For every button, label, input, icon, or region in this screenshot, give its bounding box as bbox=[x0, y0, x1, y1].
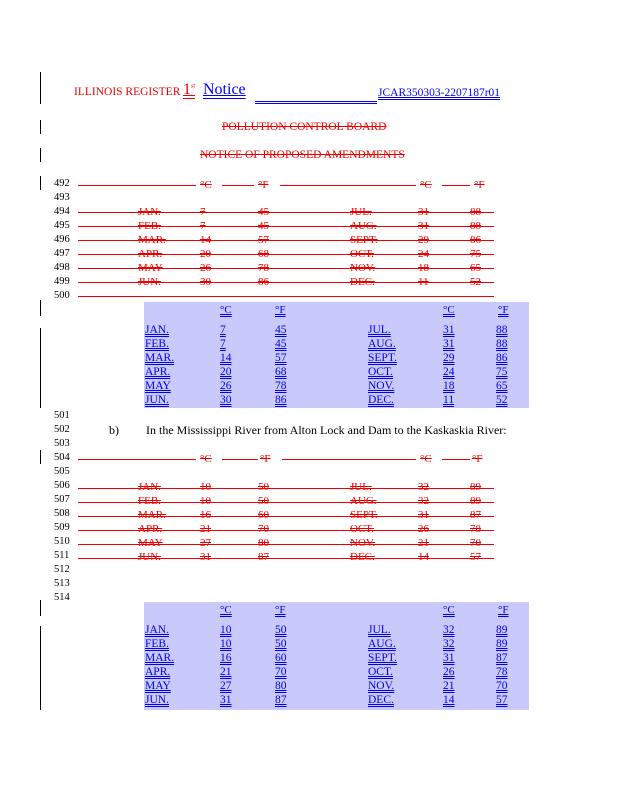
value-cell-deleted: 86 bbox=[258, 276, 269, 288]
value-cell-deleted: 7 bbox=[200, 220, 206, 232]
value-cell: 27 bbox=[220, 680, 232, 692]
value-cell-deleted: 88 bbox=[470, 220, 481, 232]
month-cell-deleted: MAY bbox=[138, 537, 163, 549]
value-cell-deleted: 21 bbox=[200, 523, 211, 535]
value-cell: 80 bbox=[275, 680, 287, 692]
line-number: 513 bbox=[54, 578, 70, 589]
unit-f: °F bbox=[498, 604, 509, 616]
unit-c: °C bbox=[220, 304, 232, 316]
unit-c-old: °C bbox=[420, 453, 432, 465]
month-cell: NOV. bbox=[368, 380, 395, 392]
month-cell: MAR. bbox=[145, 652, 175, 664]
change-bar bbox=[40, 72, 41, 104]
month-cell: JUN. bbox=[145, 394, 169, 406]
month-cell-deleted: JAN. bbox=[138, 481, 161, 493]
month-cell-deleted: OCT. bbox=[350, 523, 374, 535]
line-number: 512 bbox=[54, 564, 70, 575]
notice-heading: Notice bbox=[203, 81, 246, 98]
value-cell-deleted: 78 bbox=[470, 523, 481, 535]
line-number: 507 bbox=[54, 494, 70, 505]
line-number: 510 bbox=[54, 536, 70, 547]
month-cell: FEB. bbox=[145, 338, 169, 350]
value-cell-deleted: 87 bbox=[258, 551, 269, 563]
month-cell: SEPT. bbox=[368, 652, 397, 664]
value-cell-deleted: 26 bbox=[418, 523, 429, 535]
value-cell: 26 bbox=[220, 380, 232, 392]
value-cell: 11 bbox=[443, 394, 455, 406]
value-cell: 26 bbox=[443, 666, 455, 678]
value-cell: 88 bbox=[496, 338, 508, 350]
value-cell-deleted: 31 bbox=[200, 551, 211, 563]
line-number: 497 bbox=[54, 248, 70, 259]
value-cell: 14 bbox=[443, 694, 455, 706]
page-number bbox=[183, 81, 195, 99]
month-cell: JAN. bbox=[145, 324, 169, 336]
month-cell: JUN. bbox=[145, 694, 169, 706]
month-cell-deleted: JAN. bbox=[138, 206, 161, 218]
value-cell-deleted: 14 bbox=[418, 551, 429, 563]
register-label: ILLINOIS REGISTER bbox=[74, 86, 181, 98]
value-cell-deleted: 32 bbox=[418, 481, 429, 493]
month-cell: JAN. bbox=[145, 624, 169, 636]
month-cell-deleted: MAR. bbox=[138, 234, 166, 246]
value-cell-deleted: 29 bbox=[418, 234, 429, 246]
value-cell: 87 bbox=[275, 694, 287, 706]
month-cell-deleted: SEPT. bbox=[350, 234, 378, 246]
page-number-sup: st bbox=[191, 83, 196, 90]
line-number: 504 bbox=[54, 452, 70, 463]
section-b-label: b) bbox=[109, 423, 119, 437]
month-cell-deleted: DEC. bbox=[350, 551, 375, 563]
value-cell-deleted: 16 bbox=[200, 509, 211, 521]
month-cell-deleted: JUN. bbox=[138, 551, 161, 563]
value-cell-deleted: 10 bbox=[200, 495, 211, 507]
value-cell-deleted: 10 bbox=[200, 481, 211, 493]
value-cell: 30 bbox=[220, 394, 232, 406]
table2-inserted bbox=[144, 602, 529, 710]
value-cell: 50 bbox=[275, 624, 287, 636]
value-cell-deleted: 57 bbox=[258, 234, 269, 246]
unit-f: °F bbox=[275, 304, 286, 316]
month-cell-deleted: FEB. bbox=[138, 495, 161, 507]
change-bar bbox=[40, 626, 41, 710]
value-cell: 29 bbox=[443, 352, 455, 364]
line-number: 493 bbox=[54, 192, 70, 203]
value-cell: 14 bbox=[220, 352, 232, 364]
value-cell-deleted: 30 bbox=[200, 276, 211, 288]
value-cell: 57 bbox=[496, 694, 508, 706]
value-cell: 31 bbox=[443, 324, 455, 336]
unit-c-old: °C bbox=[200, 453, 212, 465]
value-cell-deleted: 52 bbox=[470, 276, 481, 288]
month-cell-deleted: APR. bbox=[138, 248, 163, 260]
change-bar bbox=[40, 120, 41, 134]
section-b-text: In the Mississippi River from Alton Lock and Dam to the Kaskaskia River: bbox=[146, 423, 507, 437]
line-number: 508 bbox=[54, 508, 70, 519]
value-cell: 21 bbox=[443, 680, 455, 692]
value-cell-deleted: 60 bbox=[258, 509, 269, 521]
month-cell: AUG. bbox=[368, 638, 396, 650]
change-bar bbox=[40, 328, 41, 408]
line-number: 492 bbox=[54, 178, 70, 189]
unit-c: °C bbox=[443, 304, 455, 316]
month-cell-deleted: FEB. bbox=[138, 220, 161, 232]
value-cell: 20 bbox=[220, 366, 232, 378]
line-number: 509 bbox=[54, 522, 70, 533]
value-cell: 31 bbox=[443, 338, 455, 350]
unit-c-old: °C bbox=[200, 179, 212, 191]
change-bar bbox=[40, 300, 41, 316]
value-cell: 21 bbox=[220, 666, 232, 678]
value-cell-deleted: 68 bbox=[258, 248, 269, 260]
value-cell-deleted: 7 bbox=[200, 206, 206, 218]
value-cell: 32 bbox=[443, 624, 455, 636]
change-bar bbox=[40, 600, 41, 616]
unit-f-old: °F bbox=[474, 179, 485, 191]
line-number: 494 bbox=[54, 206, 70, 217]
value-cell: 16 bbox=[220, 652, 232, 664]
unit-c-old: °C bbox=[420, 179, 432, 191]
line-number: 505 bbox=[54, 466, 70, 477]
value-cell: 45 bbox=[275, 324, 287, 336]
value-cell: 89 bbox=[496, 638, 508, 650]
month-cell: MAY bbox=[145, 380, 171, 392]
unit-f: °F bbox=[275, 604, 286, 616]
unit-f-old: °F bbox=[260, 453, 271, 465]
jcar-code: JCAR350303-2207187r01 bbox=[378, 87, 501, 99]
value-cell: 18 bbox=[443, 380, 455, 392]
value-cell: 87 bbox=[496, 652, 508, 664]
value-cell-deleted: 14 bbox=[200, 234, 211, 246]
value-cell: 68 bbox=[275, 366, 287, 378]
unit-c: °C bbox=[443, 604, 455, 616]
value-cell: 52 bbox=[496, 394, 508, 406]
value-cell-deleted: 80 bbox=[258, 537, 269, 549]
value-cell: 88 bbox=[496, 324, 508, 336]
change-bar bbox=[40, 450, 41, 464]
value-cell: 89 bbox=[496, 624, 508, 636]
value-cell-deleted: 65 bbox=[470, 262, 481, 274]
month-cell-deleted: NOV. bbox=[350, 537, 376, 549]
value-cell-deleted: 89 bbox=[470, 495, 481, 507]
month-cell: JUL. bbox=[368, 324, 391, 336]
line-number: 514 bbox=[54, 592, 70, 603]
month-cell: NOV. bbox=[368, 680, 395, 692]
value-cell: 86 bbox=[275, 394, 287, 406]
month-cell: OCT. bbox=[368, 666, 394, 678]
month-cell: APR. bbox=[145, 666, 171, 678]
value-cell: 86 bbox=[496, 352, 508, 364]
line-number: 502 bbox=[54, 424, 70, 435]
value-cell: 45 bbox=[275, 338, 287, 350]
value-cell: 24 bbox=[443, 366, 455, 378]
value-cell: 57 bbox=[275, 352, 287, 364]
value-cell: 10 bbox=[220, 624, 232, 636]
month-cell: MAR. bbox=[145, 352, 175, 364]
value-cell-deleted: 11 bbox=[418, 276, 429, 288]
unit-c: °C bbox=[220, 604, 232, 616]
month-cell-deleted: DEC. bbox=[350, 276, 375, 288]
line-number: 499 bbox=[54, 276, 70, 287]
value-cell-deleted: 89 bbox=[470, 481, 481, 493]
value-cell-deleted: 88 bbox=[470, 206, 481, 218]
month-cell-deleted: MAY bbox=[138, 262, 163, 274]
page-number-digit: 1 bbox=[183, 81, 191, 98]
month-cell: OCT. bbox=[368, 366, 394, 378]
value-cell-deleted: 45 bbox=[258, 206, 269, 218]
value-cell: 31 bbox=[443, 652, 455, 664]
month-cell: FEB. bbox=[145, 638, 169, 650]
month-cell: DEC. bbox=[368, 394, 394, 406]
month-cell: MAY bbox=[145, 680, 171, 692]
value-cell-deleted: 86 bbox=[470, 234, 481, 246]
month-cell: JUL. bbox=[368, 624, 391, 636]
month-cell-deleted: JUL. bbox=[350, 481, 372, 493]
value-cell: 32 bbox=[443, 638, 455, 650]
value-cell-deleted: 57 bbox=[470, 551, 481, 563]
value-cell-deleted: 50 bbox=[258, 495, 269, 507]
change-bar bbox=[40, 176, 41, 190]
value-cell-deleted: 21 bbox=[418, 537, 429, 549]
line-number: 500 bbox=[54, 290, 70, 301]
value-cell: 7 bbox=[220, 338, 226, 350]
value-cell: 70 bbox=[275, 666, 287, 678]
unit-f-old: °F bbox=[258, 179, 269, 191]
value-cell: 70 bbox=[496, 680, 508, 692]
value-cell: 75 bbox=[496, 366, 508, 378]
value-cell: 10 bbox=[220, 638, 232, 650]
value-cell-deleted: 20 bbox=[200, 248, 211, 260]
value-cell: 31 bbox=[220, 694, 232, 706]
line-number: 495 bbox=[54, 220, 70, 231]
table1-inserted bbox=[144, 302, 529, 408]
month-cell-deleted: JUN. bbox=[138, 276, 161, 288]
value-cell-deleted: 31 bbox=[418, 206, 429, 218]
notice-title: NOTICE OF PROPOSED AMENDMENTS bbox=[200, 149, 405, 161]
line-number: 496 bbox=[54, 234, 70, 245]
value-cell-deleted: 26 bbox=[200, 262, 211, 274]
month-cell-deleted: AUG. bbox=[350, 220, 377, 232]
line-number: 498 bbox=[54, 262, 70, 273]
month-cell: DEC. bbox=[368, 694, 394, 706]
month-cell: SEPT. bbox=[368, 352, 397, 364]
value-cell-deleted: 70 bbox=[470, 537, 481, 549]
value-cell-deleted: 31 bbox=[418, 509, 429, 521]
month-cell-deleted: OCT. bbox=[350, 248, 374, 260]
value-cell: 65 bbox=[496, 380, 508, 392]
value-cell-deleted: 31 bbox=[418, 220, 429, 232]
month-cell: AUG. bbox=[368, 338, 396, 350]
value-cell: 60 bbox=[275, 652, 287, 664]
unit-f-old: °F bbox=[472, 453, 483, 465]
value-cell-deleted: 45 bbox=[258, 220, 269, 232]
value-cell-deleted: 27 bbox=[200, 537, 211, 549]
line-number: 501 bbox=[54, 410, 70, 421]
header-rule bbox=[255, 101, 377, 104]
value-cell-deleted: 75 bbox=[470, 248, 481, 260]
value-cell: 78 bbox=[275, 380, 287, 392]
line-number: 503 bbox=[54, 438, 70, 449]
unit-f: °F bbox=[498, 304, 509, 316]
line-number: 511 bbox=[54, 550, 70, 561]
value-cell-deleted: 24 bbox=[418, 248, 429, 260]
month-cell-deleted: APR. bbox=[138, 523, 163, 535]
value-cell-deleted: 32 bbox=[418, 495, 429, 507]
value-cell-deleted: 70 bbox=[258, 523, 269, 535]
value-cell: 50 bbox=[275, 638, 287, 650]
month-cell-deleted: MAR. bbox=[138, 509, 166, 521]
value-cell-deleted: 87 bbox=[470, 509, 481, 521]
value-cell-deleted: 18 bbox=[418, 262, 429, 274]
value-cell: 78 bbox=[496, 666, 508, 678]
change-bar bbox=[40, 148, 41, 162]
month-cell-deleted: NOV. bbox=[350, 262, 376, 274]
month-cell-deleted: AUG. bbox=[350, 495, 377, 507]
value-cell-deleted: 78 bbox=[258, 262, 269, 274]
board-title: POLLUTION CONTROL BOARD bbox=[222, 121, 387, 133]
month-cell-deleted: JUL. bbox=[350, 206, 372, 218]
value-cell: 7 bbox=[220, 324, 226, 336]
value-cell-deleted: 50 bbox=[258, 481, 269, 493]
month-cell-deleted: SEPT. bbox=[350, 509, 378, 521]
month-cell: APR. bbox=[145, 366, 171, 378]
line-number: 506 bbox=[54, 480, 70, 491]
